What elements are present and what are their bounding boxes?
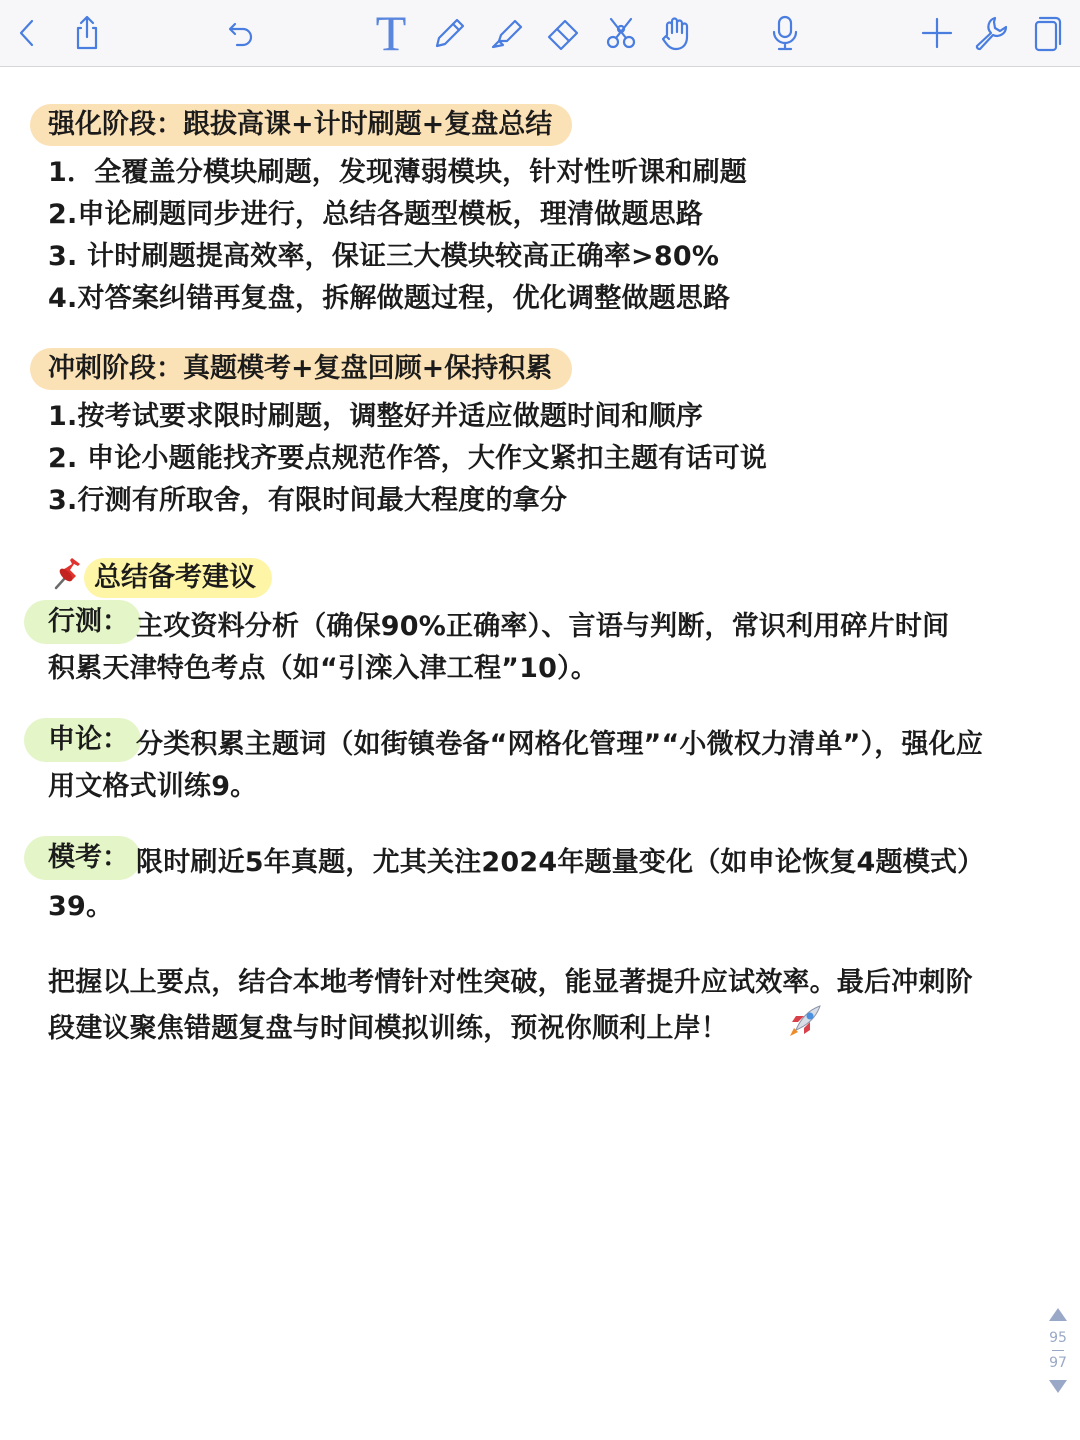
paragraph-text: 积累天津特色考点（如“引滦入津工程”10）。 — [48, 653, 598, 684]
microphone-icon[interactable] — [758, 6, 812, 60]
list-item: 1.按考试要求限时刷题，调整好并适应做题时间和顺序 — [48, 401, 704, 432]
page-scroller[interactable] — [1044, 1308, 1072, 1408]
undo-icon[interactable] — [212, 6, 266, 60]
rocket-icon — [784, 1002, 824, 1042]
lasso-scissors-icon[interactable] — [594, 6, 648, 60]
pager-divider — [1052, 1350, 1064, 1351]
page-down-icon[interactable] — [1049, 1380, 1067, 1393]
toolbar — [0, 0, 1080, 67]
text-tool-glyph: T — [375, 5, 407, 61]
add-icon[interactable] — [910, 6, 964, 60]
label-mokao: 模考： — [24, 836, 141, 880]
paragraph-text: 段建议聚焦错题复盘与时间模拟训练，预祝你顺利上岸！ — [48, 1013, 728, 1044]
section-heading-summary: 总结备考建议 — [84, 558, 272, 598]
note-page[interactable] — [0, 66, 1080, 1440]
label-xingce: 行测： — [24, 600, 141, 644]
section-heading-strengthen: 强化阶段：跟拔高课+计时刷题+复盘总结 — [30, 104, 572, 146]
text-tool-icon[interactable] — [364, 6, 418, 60]
paragraph-text: 39。 — [48, 891, 114, 922]
label-shenlun: 申论： — [24, 718, 141, 762]
list-item: 2.申论刷题同步进行，总结各题型模板，理清做题思路 — [48, 199, 704, 230]
paragraph-text: 主攻资料分析（确保90%正确率）、言语与判断，常识利用碎片时间 — [136, 611, 950, 642]
wrench-icon[interactable] — [964, 6, 1018, 60]
paragraph-text: 分类积累主题词（如街镇卷备“网格化管理”“小微权力清单”），强化应 — [136, 729, 984, 760]
pushpin-icon — [48, 556, 86, 594]
list-item: 3.行测有所取舍，有限时间最大程度的拿分 — [48, 485, 568, 516]
list-item: 2. 申论小题能找齐要点规范作答，大作文紧扣主题有话可说 — [48, 443, 768, 474]
list-item: 4.对答案纠错再复盘，拆解做题过程，优化调整做题思路 — [48, 283, 731, 314]
hand-gesture-icon[interactable] — [648, 6, 702, 60]
back-icon[interactable] — [0, 6, 54, 60]
current-page: 95 — [1049, 1330, 1067, 1346]
paragraph-text: 用文格式训练9。 — [48, 771, 258, 802]
page-icon[interactable] — [1020, 6, 1074, 60]
pen-icon[interactable] — [422, 6, 476, 60]
page-up-icon[interactable] — [1049, 1308, 1067, 1321]
highlighter-icon[interactable] — [480, 6, 534, 60]
section-heading-sprint: 冲刺阶段：真题模考+复盘回顾+保持积累 — [30, 348, 572, 390]
share-icon[interactable] — [60, 6, 114, 60]
paragraph-text: 把握以上要点，结合本地考情针对性突破，能显著提升应试效率。最后冲刺阶 — [48, 967, 973, 998]
eraser-icon[interactable] — [536, 6, 590, 60]
list-item: 3. 计时刷题提高效率，保证三大模块较高正确率>80% — [48, 241, 720, 272]
list-item: 1．全覆盖分模块刷题，发现薄弱模块，针对性听课和刷题 — [48, 157, 747, 188]
paragraph-text: 限时刷近5年真题，尤其关注2024年题量变化（如申论恢复4题模式） — [136, 847, 985, 878]
total-pages: 97 — [1049, 1355, 1067, 1371]
